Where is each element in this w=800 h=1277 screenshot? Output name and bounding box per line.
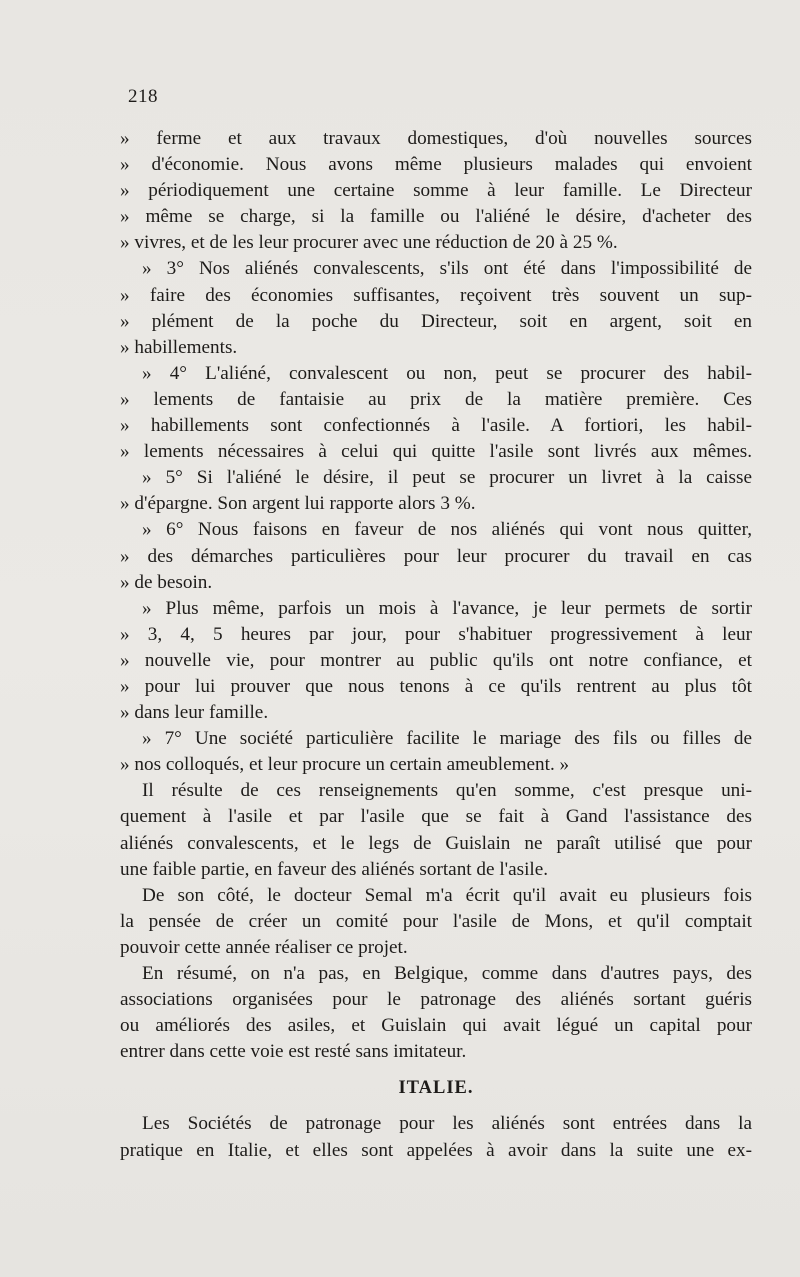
text-line: » 5° Si l'aliéné le désire, il peut se procurer un livret à la caisse	[142, 467, 752, 489]
text-line: pratique en Italie, et elles sont appelées à avoir dans la suite une ex-	[120, 1139, 752, 1161]
text-line: De son côté, le docteur Semal m'a écrit qu'il avait eu plusieurs fois	[142, 884, 752, 906]
text-line: Les Sociétés de patronage pour les aliénés sont entrées dans la	[142, 1113, 752, 1135]
text-line: » périodiquement une certaine somme à leur famille. Le Directeur	[120, 180, 752, 202]
paragraph-lines	[120, 126, 752, 1065]
text-line: » de besoin.	[120, 571, 213, 593]
text-line: » des démarches particulières pour leur procurer du travail en cas	[120, 545, 752, 567]
text-line: pouvoir cette année réaliser ce projet.	[120, 936, 408, 958]
text-line: » lements nécessaires à celui qui quitte l'asile sont livrés aux mêmes.	[120, 441, 752, 463]
text-line: » dans leur famille.	[120, 702, 269, 724]
text-line: » 3, 4, 5 heures par jour, pour s'habituer progressivement à leur	[120, 623, 752, 645]
text-line: » 3° Nos aliénés convalescents, s'ils ont été dans l'impossibilité de	[142, 258, 752, 280]
text-line: » même se charge, si la famille ou l'aliéné le désire, d'acheter des	[120, 206, 752, 228]
text-line: En résumé, on n'a pas, en Belgique, comme dans d'autres pays, des	[142, 963, 752, 984]
text-line: quement à l'asile et par l'asile que se fait à Gand l'assistance des	[120, 806, 752, 828]
text-line: ou améliorés des asiles, et Guislain qui avait légué un capital pour	[120, 1015, 752, 1037]
text-line: » plément de la poche du Directeur, soit en argent, soit en	[120, 310, 752, 332]
text-line: Il résulte de ces renseignements qu'en somme, c'est presque uni-	[142, 780, 752, 802]
text-line: » pour lui prouver que nous tenons à ce qu'ils rentrent au plus tôt	[120, 675, 752, 697]
text-line: » habillements.	[120, 336, 238, 358]
text-line: » Plus même, parfois un mois à l'avance, je leur permets de sortir	[142, 597, 752, 619]
text-line: » ferme et aux travaux domestiques, d'où nouvelles sources	[120, 128, 752, 149]
text-line: entrer dans cette voie est resté sans imitateur.	[120, 1041, 467, 1063]
text-line: » d'économie. Nous avons même plusieurs malades qui envoient	[120, 154, 752, 176]
text-line: » lements de fantaisie au prix de la matière première. Ces	[120, 388, 752, 410]
text-line: » nos colloqués, et leur procure un certain ameublement. »	[120, 754, 570, 776]
body-text	[120, 126, 752, 1164]
text-line: » 4° L'aliéné, convalescent ou non, peut se procurer des habil-	[142, 362, 752, 384]
text-line: » habillements sont confectionnés à l'asile. A fortiori, les habil-	[120, 415, 752, 437]
text-line: » 7° Une société particulière facilite le mariage des fils ou filles de	[142, 728, 752, 750]
page-number: 218	[128, 86, 158, 107]
spacer	[120, 1065, 752, 1075]
text-line: » 6° Nous faisons en faveur de nos aliénés qui vont nous quitter,	[142, 519, 752, 541]
text-line: une faible partie, en faveur des aliénés sortant de l'asile.	[120, 858, 549, 880]
section-heading: ITALIE.	[398, 1078, 474, 1099]
text-line: » d'épargne. Son argent lui rapporte alors 3 %.	[120, 493, 476, 515]
text-line: » nouvelle vie, pour montrer au public qu'ils ont notre confiance, et	[120, 649, 752, 671]
text-line: » faire des économies suffisantes, reçoivent très souvent un sup-	[120, 284, 752, 306]
text-line: aliénés convalescents, et le legs de Guislain ne paraît utilisé que pour	[120, 832, 752, 854]
closing-lines	[120, 1111, 752, 1163]
text-line: la pensée de créer un comité pour l'asile de Mons, et qu'il comptait	[120, 910, 752, 932]
spacer	[120, 1101, 752, 1111]
text-line: associations organisées pour le patronage des aliénés sortant guéris	[120, 989, 752, 1011]
text-line: » vivres, et de les leur procurer avec une réduction de 20 à 25 %.	[120, 232, 618, 254]
